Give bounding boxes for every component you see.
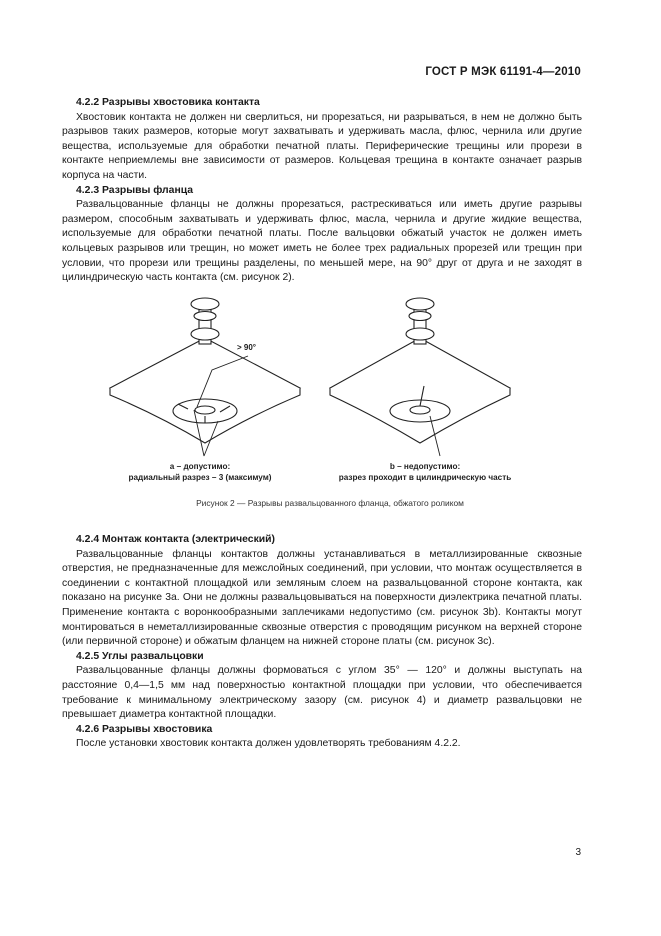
section-text-4-2-3: Развальцованные фланцы не должны прорезаться, растрескиваться или иметь другие разрывы размером, способным захватывать и удерживать флюс, масла, чернила и другие жидкие вещества, используемые для обработки печатной платы. После вальцовки обжатый участок не должен иметь кольцевых разрывов или трещин, но может иметь не более трех радиальных прорезей или трещин при условии, что прорези или трещины разделены, по меньшей мере, на 90° друг от друга и не заходят в цилиндрическую часть контакта (см. рисунок 2).	[62, 199, 582, 284]
figure-label-a-line2: радиальный разрез – 3 (максимум)	[128, 473, 272, 482]
figure-label-a	[110, 461, 290, 483]
section-text-4-2-5: Развальцованные фланцы должны формоваться с углом 35° — 120° и должны выступать на расстояние 0,4—1,5 мм над поверхностью контактной площадки при условии, что обеспечивается требование к минимальному электрическому зазору (см. рисунок 4) и диаметр развальцовки не превышает диаметра контактной площадки.	[62, 665, 582, 721]
document-code-header: ГОСТ Р МЭК 61191-4—2010	[425, 66, 581, 78]
flange-illustration	[100, 286, 560, 486]
section-text-4-2-4: Развальцованные фланцы контактов должны устанавливаться в металлизированные сквозные отверстия, не предназначенные для межслойных соединений, при условии, что монтаж осуществляется в соединении с контактной площадкой или земляным слоем на развальцованной стороне контакта, как показано на рисунке 3а. Они не должны развальцовываться на поверхности диэлектрика печатной платы. Применение контакта с воронкообразными заплечиками недопустимо (см. рисунок 3b). Контакты могут монтироваться в неметаллизированные сквозные отверстия с проводящим рисунком на верхней стороне (или первичной стороне) и обжатым фланцем на нижней стороне платы (см. рисунок 3с).	[62, 548, 582, 648]
figure-2	[100, 286, 560, 516]
figure-label-b	[315, 461, 535, 483]
figure-label-b-line1: b – недопустимо:	[389, 462, 461, 471]
section-heading-4-2-3: 4.2.3 Разрывы фланца	[76, 184, 194, 196]
section-heading-4-2-2: 4.2.2 Разрывы хвостовика контакта	[76, 97, 260, 108]
section-heading-4-2-4: 4.2.4 Монтаж контакта (электрический)	[76, 534, 275, 545]
section-heading-4-2-6: 4.2.6 Разрывы хвостовика	[76, 723, 213, 735]
text-block-bottom	[62, 533, 582, 752]
section-text-4-2-2: Хвостовик контакта не должен ни сверлиться, ни прорезаться, ни разрываться, в нем не должно быть разрывов таких размеров, которые могут захватывать и удерживать масла, флюс, чернила или другие вещества, используемые для обработки печатной платы. Периферические трещины или прорези в контакте неприемлемы вне зависимости от размеров. Кольцевая трещина в контакте означает разрыв корпуса на части.	[62, 111, 582, 181]
board-a	[110, 298, 300, 456]
angle-label: > 90°	[237, 343, 256, 352]
section-heading-4-2-5: 4.2.5 Углы развальцовки	[76, 650, 204, 662]
figure-label-a-line1: a – допустимо:	[169, 462, 231, 471]
board-b	[330, 298, 510, 456]
text-block-top	[62, 96, 582, 286]
section-text-4-2-6: После установки хвостовик контакта должен удовлетворять требованиям 4.2.2.	[76, 738, 461, 750]
figure-caption: Рисунок 2 — Разрывы развальцованного фланца, обжатого роликом	[196, 498, 464, 508]
page-number: 3	[575, 847, 581, 858]
figure-label-b-line2: разрез проходит в цилиндрическую часть	[338, 473, 512, 482]
